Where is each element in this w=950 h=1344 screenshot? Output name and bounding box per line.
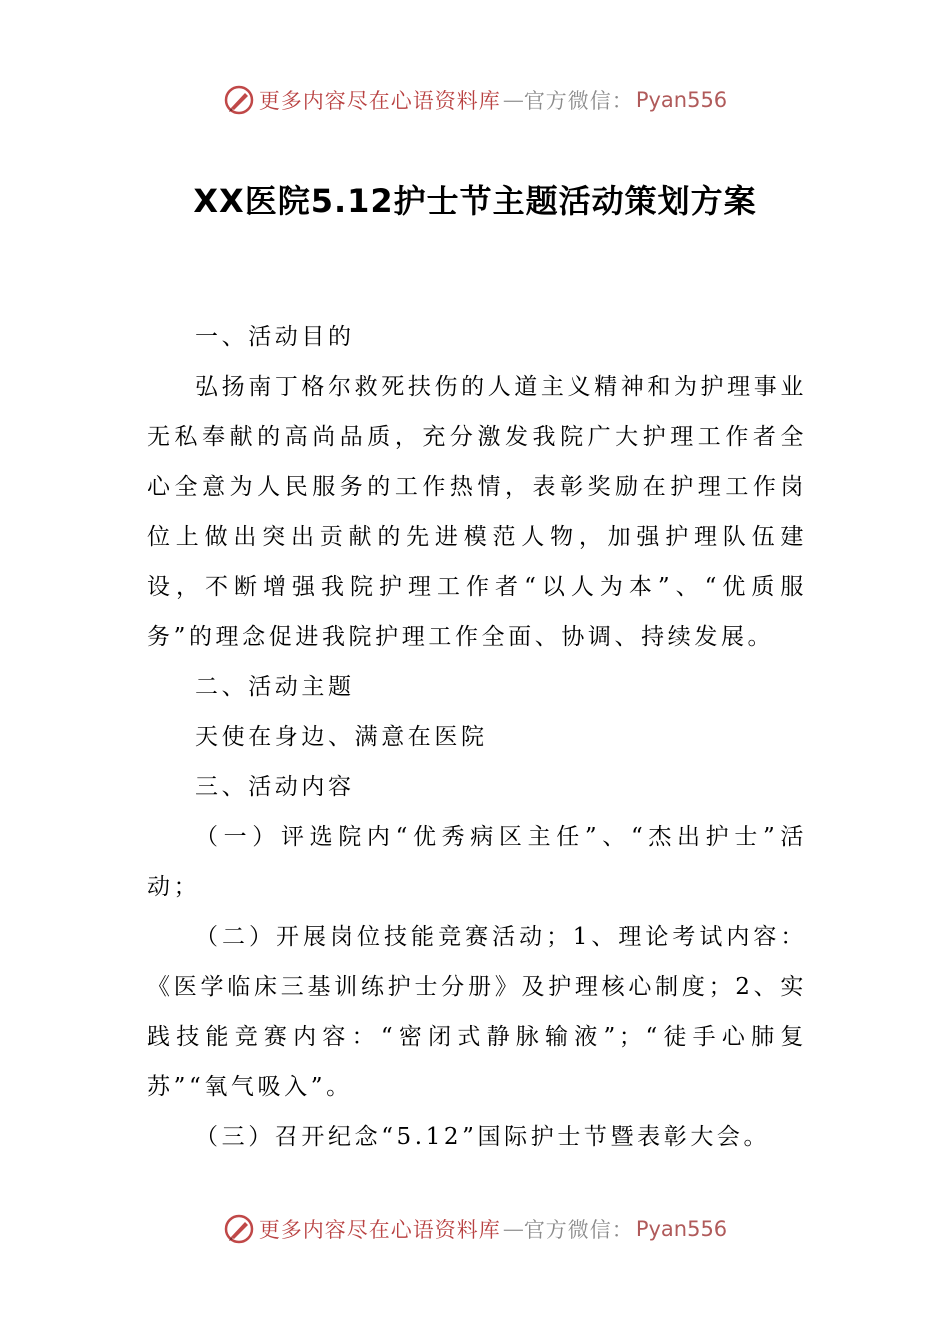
watermark-text: 更多内容尽在心语资料库 (258, 89, 501, 113)
watermark-dash: — (502, 88, 522, 112)
watermark-account: Pyan556 (635, 1217, 728, 1241)
section-heading-theme: 二、活动主题 (195, 674, 355, 700)
watermark-dash: — (502, 1217, 522, 1241)
pen-logo-icon (223, 84, 255, 116)
section-heading-purpose: 一、活动目的 (195, 324, 355, 350)
paragraph-content-2: （二）开展岗位技能竞赛活动；1、理论考试内容：《医学临床三基训练护士分册》及护理核心制度；2、实践技能竞赛内容：“密闭式静脉输液”；“徒手心肺复苏”“氧气吸入”。 (147, 924, 807, 1100)
paragraph-purpose: 弘扬南丁格尔救死扶伤的人道主义精神和为护理事业无私奉献的高尚品质，充分激发我院广大护理工作者全心全意为人民服务的工作热情，表彰奖励在护理工作岗位上做出突出贡献的先进模范人物，加强护理队伍建设，不断增强我院护理工作者“以人为本”、“优质服务”的理念促进我院护理工作全面、协调、持续发展。 (147, 374, 807, 650)
document-title: XX医院5.12护士节主题活动策划方案 (193, 182, 757, 220)
document-body (147, 312, 807, 1162)
paragraph-theme: 天使在身边、满意在医院 (195, 724, 488, 750)
paragraph-content-3: （三）召开纪念“5.12”国际护士节暨表彰大会。 (195, 1124, 771, 1150)
watermark-label: 官方微信： (523, 1218, 634, 1242)
watermark-header (0, 84, 950, 116)
pen-logo-icon (223, 1213, 255, 1245)
paragraph-content-1: （一）评选院内“优秀病区主任”、“杰出护士”活动； (147, 824, 807, 900)
watermark-account: Pyan556 (635, 88, 728, 112)
watermark-text: 更多内容尽在心语资料库 (258, 1218, 501, 1242)
watermark-footer (0, 1213, 950, 1245)
section-heading-content: 三、活动内容 (195, 774, 355, 800)
watermark-label: 官方微信： (523, 89, 634, 113)
